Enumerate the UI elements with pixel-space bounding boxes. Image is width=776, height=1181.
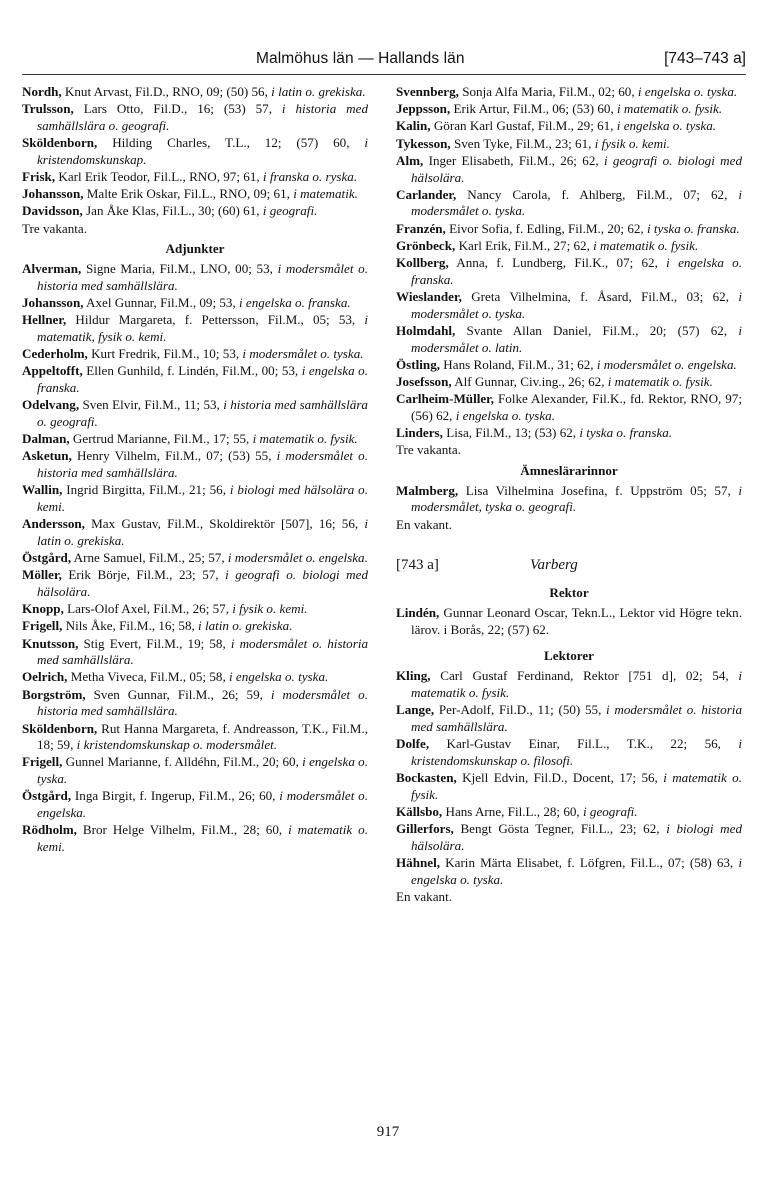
person-surname: Lindén, xyxy=(396,604,440,620)
vacancy-note: Tre vakanta. xyxy=(396,442,461,458)
person-details: Axel Gunnar, Fil.M., 09; 53, xyxy=(83,294,240,310)
person-subjects: i geografi o. biologi med hälsolära. xyxy=(411,152,743,185)
person-details: Gertrud Marianne, Fil.M., 17; 55, xyxy=(69,431,253,447)
person-details: Lars-Olof Axel, Fil.M., 26; 57, xyxy=(63,601,233,617)
person-entry xyxy=(22,618,368,635)
person-entry xyxy=(22,721,368,754)
header-rule xyxy=(22,74,746,75)
person-entry xyxy=(22,482,368,515)
person-surname: Odelvang, xyxy=(22,397,80,413)
person-details: Ellen Gunhild, f. Lindén, Fil.M., 00; 53, xyxy=(82,363,302,379)
person-subjects: i kristendomskunskap. xyxy=(37,135,368,167)
person-surname: Dalman, xyxy=(22,431,70,447)
person-surname: Franzén, xyxy=(396,220,446,236)
lektorer-list xyxy=(396,668,742,888)
person-details: Folke Alexander, Fil.K., fd. Rektor, RNO, 97; (56) 62, xyxy=(411,391,742,423)
person-subjects: i biologi med hälsolära. xyxy=(411,820,742,853)
person-surname: Knopp, xyxy=(22,601,64,617)
section-title-lektorer: Lektorer xyxy=(544,648,594,664)
person-entry xyxy=(22,397,368,430)
person-subjects: i historia med samhällslära o. geografi. xyxy=(37,101,368,133)
person-surname: Hellner, xyxy=(22,312,67,328)
person-details: Metha Viveca, Fil.M., 05; 58, xyxy=(67,669,229,685)
person-details: Karl-Gustav Einar, Fil.L., T.K., 22; 56, xyxy=(429,735,739,751)
person-entry xyxy=(22,601,368,618)
person-subjects: i modersmålet, tyska o. geografi. xyxy=(411,482,742,515)
person-subjects: i matematik. xyxy=(293,186,358,202)
person-entry xyxy=(22,101,368,134)
person-entry xyxy=(396,855,742,888)
person-surname: Sköldenborn, xyxy=(22,720,98,736)
section-title-rektor: Rektor xyxy=(549,585,589,601)
person-details: Henry Vilhelm, Fil.M., 07; (53) 55, xyxy=(71,448,277,464)
person-subjects: i matematik o. kemi. xyxy=(37,822,368,854)
person-surname: Gillerfors, xyxy=(396,820,454,836)
person-surname: Carlheim-Müller, xyxy=(396,391,495,407)
person-entry xyxy=(396,668,742,701)
person-entry xyxy=(396,770,742,803)
person-details: Erik Artur, Fil.M., 06; (53) 60, xyxy=(450,101,617,117)
left-entries-top xyxy=(22,84,368,220)
person-subjects: i modersmålet o. historia med samhällslära. xyxy=(37,686,369,719)
person-details: Göran Karl Gustaf, Fil.M., 29; 61, xyxy=(430,118,617,134)
person-subjects: i matematik o. fysik. xyxy=(411,668,742,700)
person-details: Inga Birgit, f. Ingerup, Fil.M., 26; 60, xyxy=(71,788,280,804)
section-title-adjunkter: Adjunkter xyxy=(165,241,225,257)
person-entry xyxy=(396,391,742,424)
person-entry xyxy=(396,357,742,374)
person-entry xyxy=(22,169,368,186)
person-subjects: i matematik o. fysik. xyxy=(411,769,742,802)
person-subjects: i modersmålet o. engelska. xyxy=(37,788,368,821)
person-details: Ingrid Birgitta, Fil.M., 21; 56, xyxy=(62,482,230,498)
person-surname: Frigell, xyxy=(22,618,63,634)
town-code: [743 a] xyxy=(396,557,439,574)
person-surname: Knutsson, xyxy=(22,635,79,651)
person-details: Bengt Gösta Tegner, Fil.L., 23; 62, xyxy=(453,820,667,836)
person-entry xyxy=(22,567,368,600)
person-surname: Dolfe, xyxy=(396,735,430,751)
person-surname: Holmdahl, xyxy=(396,322,456,338)
person-entry xyxy=(22,203,368,220)
person-surname: Johansson, xyxy=(22,294,84,310)
person-subjects: i modersmålet o. historia med samhällslära. xyxy=(37,448,368,480)
person-details: Sven Tyke, Fil.M., 23; 61, xyxy=(450,135,595,151)
person-surname: Carlander, xyxy=(396,186,457,202)
person-subjects: i modersmålet o. tyska. xyxy=(411,288,742,321)
person-details: Bror Helge Vilhelm, Fil.M., 28; 60, xyxy=(76,822,289,838)
person-details: Anna, f. Lundberg, Fil.K., 07; 62, xyxy=(448,255,667,271)
person-entry xyxy=(396,101,742,118)
person-entry xyxy=(22,550,368,567)
person-surname: Frigell, xyxy=(22,754,63,770)
person-entry xyxy=(22,636,368,669)
person-details: Gunnel Marianne, f. Alldéhn, Fil.M., 20; 60, xyxy=(62,754,303,770)
running-header-section: [743–743 a] xyxy=(664,50,746,67)
person-details: Stig Evert, Fil.M., 19; 58, xyxy=(78,635,231,651)
vacancy-note: Tre vakanta. xyxy=(22,220,87,236)
person-subjects: i matematik o. fysik. xyxy=(617,101,723,117)
person-subjects: i historia med samhällslära o. geografi. xyxy=(37,397,368,429)
person-subjects: i engelska o. tyska. xyxy=(37,754,368,787)
person-details: Inger Elisabeth, Fil.M., 26; 62, xyxy=(423,152,604,168)
section-title-amneslarare: Ämneslärarinnor xyxy=(520,462,618,478)
person-entry xyxy=(396,483,742,516)
person-subjects: i latin o. grekiska. xyxy=(198,618,293,634)
person-details: Sven Elvir, Fil.M., 11; 53, xyxy=(79,397,224,413)
person-subjects: i geografi. xyxy=(262,203,318,219)
page-number: 917 xyxy=(376,1124,400,1140)
person-entry xyxy=(22,261,368,294)
person-details: Jan Åke Klas, Fil.L., 30; (60) 61, xyxy=(82,203,263,219)
person-entry xyxy=(396,374,742,391)
person-subjects: i engelska o. tyska. xyxy=(229,669,329,685)
person-surname: Kling, xyxy=(396,668,431,684)
person-entry xyxy=(22,516,368,549)
person-surname: Josefsson, xyxy=(396,373,452,389)
person-subjects: i modersmålet o. historia med samhällslära. xyxy=(37,261,368,293)
person-subjects: i engelska o. tyska. xyxy=(411,854,742,887)
person-subjects: i latin o. grekiska. xyxy=(271,84,366,99)
person-subjects: i kristendomskunskap o. filosofi. xyxy=(411,735,742,768)
person-subjects: i engelska o. franska. xyxy=(239,294,351,310)
person-entry xyxy=(396,238,742,255)
vacancy-note: En vakant. xyxy=(396,888,452,904)
person-surname: Trulsson, xyxy=(22,101,74,117)
person-surname: Malmberg, xyxy=(396,482,459,498)
person-surname: Alverman, xyxy=(22,261,82,277)
right-entries-top xyxy=(396,84,742,442)
person-subjects: i biologi med hälsolära o. kemi. xyxy=(37,482,368,514)
person-subjects: i latin o. grekiska. xyxy=(37,516,368,548)
person-entry xyxy=(396,221,742,238)
person-surname: Rödholm, xyxy=(22,822,77,838)
person-surname: Johansson, xyxy=(22,186,84,202)
person-details: Malte Erik Oskar, Fil.L., RNO, 09; 61, xyxy=(83,186,294,202)
person-entry xyxy=(396,323,742,356)
person-subjects: i matematik o. fysik. xyxy=(593,237,699,253)
person-details: Svante Allan Daniel, Fil.M., 20; (57) 62, xyxy=(455,322,739,338)
person-entry xyxy=(22,687,368,720)
person-entry xyxy=(396,136,742,153)
person-entry xyxy=(22,363,368,396)
person-surname: Östgård, xyxy=(22,788,72,804)
person-subjects: i engelska o. tyska. xyxy=(616,118,717,134)
person-surname: Kalin, xyxy=(396,118,431,134)
person-surname: Asketun, xyxy=(22,448,72,464)
amneslarare-list xyxy=(396,483,742,516)
person-surname: Östling, xyxy=(396,356,441,372)
person-details: Signe Maria, Fil.M., LNO, 00; 53, xyxy=(81,261,278,277)
person-subjects: i geografi o. biologi med hälsolära. xyxy=(37,567,369,599)
person-surname: Möller, xyxy=(22,567,62,583)
person-surname: Wallin, xyxy=(22,482,63,498)
person-surname: Borgström, xyxy=(22,686,86,702)
vacancy-note: En vakant. xyxy=(396,516,452,532)
person-surname: Alm, xyxy=(396,152,424,168)
person-details: Arne Samuel, Fil.M., 25; 57, xyxy=(71,549,228,565)
right-column xyxy=(396,84,742,905)
person-surname: Svennberg, xyxy=(396,84,459,99)
town-heading xyxy=(396,555,742,581)
person-surname: Frisk, xyxy=(22,169,56,185)
person-details: Hans Roland, Fil.M., 31; 62, xyxy=(440,356,597,372)
person-surname: Källsbo, xyxy=(396,803,443,819)
person-surname: Tykesson, xyxy=(396,135,451,151)
person-surname: Appeltofft, xyxy=(22,363,83,379)
person-surname: Oelrich, xyxy=(22,669,68,685)
person-subjects: i fysik o. kemi. xyxy=(232,601,308,617)
person-entry xyxy=(22,346,368,363)
person-details: Max Gustav, Fil.M., Skoldirektör [507], 16; 56, xyxy=(84,516,365,532)
person-details: Hilding Charles, T.L., 12; (57) 60, xyxy=(97,135,365,151)
person-entry xyxy=(396,702,742,735)
person-subjects: i engelska o. franska. xyxy=(37,363,368,395)
person-subjects: i modersmålet o. historia med samhällslära. xyxy=(37,635,368,668)
person-entry xyxy=(396,187,742,220)
person-surname: Sköldenborn, xyxy=(22,135,98,151)
person-subjects: i franska o. ryska. xyxy=(262,169,358,185)
person-details: Hans Arne, Fil.L., 28; 60, xyxy=(442,803,583,819)
person-subjects: i matematik o. fysik. xyxy=(252,431,358,447)
person-entry xyxy=(22,84,368,101)
person-subjects: i modersmålet o. tyska. xyxy=(411,186,742,219)
person-surname: Bockasten, xyxy=(396,769,457,785)
person-details: Carl Gustaf Ferdinand, Rektor [751 d], 02; 54, xyxy=(430,668,739,684)
person-subjects: i modersmålet o. engelska. xyxy=(227,549,368,565)
person-entry xyxy=(396,84,742,101)
person-subjects: i modersmålet o. tyska. xyxy=(242,346,364,362)
person-entry xyxy=(22,669,368,686)
adjunkter-list xyxy=(22,261,368,856)
person-surname: Kollberg, xyxy=(396,255,449,271)
person-details: Karin Märta Elisabet, f. Löfgren, Fil.L., 07; (58) 63, xyxy=(440,854,739,870)
person-surname: Hähnel, xyxy=(396,854,441,870)
left-column xyxy=(22,84,368,856)
person-surname: Andersson, xyxy=(22,516,85,532)
person-subjects: i kristendomskunskap o. modersmålet. xyxy=(76,737,278,753)
person-surname: Nordh, xyxy=(22,84,62,99)
person-details: Sven Gunnar, Fil.M., 26; 59, xyxy=(85,686,271,702)
person-details: Per-Adolf, Fil.D., 11; (50) 55, xyxy=(434,702,607,717)
person-details: Knut Arvast, Fil.D., RNO, 09; (50) 56, xyxy=(61,84,272,99)
person-surname: Cederholm, xyxy=(22,346,88,362)
person-subjects: i matematik, fysik o. kemi. xyxy=(37,312,368,344)
person-entry xyxy=(22,448,368,481)
person-entry xyxy=(22,431,368,448)
person-subjects: i modersmålet o. latin. xyxy=(411,322,742,355)
person-surname: Östgård, xyxy=(22,549,72,565)
running-header-title: Malmöhus län — Hallands län xyxy=(256,50,465,67)
person-entry xyxy=(396,736,742,769)
person-details: Lisa, Fil.M., 13; (53) 62, xyxy=(442,425,580,441)
person-entry xyxy=(22,295,368,312)
person-details: Lars Otto, Fil.D., 16; (53) 57, xyxy=(73,101,282,117)
person-entry xyxy=(396,153,742,186)
person-entry xyxy=(396,425,742,442)
rektor-list xyxy=(396,605,742,638)
person-surname: Jeppsson, xyxy=(396,101,451,117)
person-subjects: i modersmålet o. historia med samhällslära. xyxy=(411,702,742,734)
person-details: Greta Vilhelmina, f. Åsard, Fil.M., 03; 62, xyxy=(461,288,739,304)
person-subjects: i engelska o. franska. xyxy=(411,255,742,287)
person-entry xyxy=(396,118,742,135)
person-entry xyxy=(22,135,368,168)
person-entry xyxy=(22,754,368,787)
person-details: Erik Börje, Fil.M., 23; 57, xyxy=(61,567,226,583)
person-subjects: i tyska o. franska. xyxy=(579,425,673,441)
person-subjects: i fysik o. kemi. xyxy=(594,135,670,151)
person-entry xyxy=(22,788,368,821)
person-subjects: i engelska o. tyska. xyxy=(455,407,555,423)
person-details: Eivor Sofia, f. Edling, Fil.M., 20; 62, xyxy=(445,220,647,236)
person-entry xyxy=(396,289,742,322)
person-details: Karl Erik Teodor, Fil.L., RNO, 97; 61, xyxy=(55,169,263,185)
person-subjects: i modersmålet o. engelska. xyxy=(596,356,737,372)
person-details: Kurt Fredrik, Fil.M., 10; 53, xyxy=(87,346,243,362)
person-surname: Wieslander, xyxy=(396,288,462,304)
person-entry xyxy=(22,312,368,345)
person-details: Sonja Alfa Maria, Fil.M., 02; 60, xyxy=(458,84,638,99)
person-details: Nils Åke, Fil.M., 16; 58, xyxy=(62,618,199,634)
person-details: Nancy Carola, f. Ahlberg, Fil.M., 07; 62, xyxy=(456,186,739,202)
person-subjects: i tyska o. franska. xyxy=(646,220,740,236)
person-entry xyxy=(396,804,742,821)
person-entry xyxy=(22,822,368,855)
person-details: Kjell Edvin, Fil.D., Docent, 17; 56, xyxy=(456,769,664,785)
person-surname: Lange, xyxy=(396,702,435,717)
person-details: Alf Gunnar, Civ.ing., 26; 62, xyxy=(451,373,608,389)
person-surname: Grönbeck, xyxy=(396,237,456,253)
person-surname: Davidsson, xyxy=(22,203,83,219)
person-entry xyxy=(396,605,742,638)
person-details: Lisa Vilhelmina Josefina, f. Uppström 05; 57, xyxy=(458,482,739,498)
person-subjects: i geografi. xyxy=(582,803,638,819)
person-subjects: i engelska o. tyska. xyxy=(637,84,738,99)
person-details: Karl Erik, Fil.M., 27; 62, xyxy=(455,237,594,253)
person-entry xyxy=(396,821,742,854)
person-subjects: i matematik o. fysik. xyxy=(607,373,713,389)
person-surname: Linders, xyxy=(396,425,443,441)
person-details: Hildur Margareta, f. Pettersson, Fil.M., 05; 53, xyxy=(66,312,365,328)
person-entry xyxy=(22,186,368,203)
town-name: Varberg xyxy=(530,557,578,574)
person-details: Rut Hanna Margareta, f. Andreasson, T.K., Fil.M., 18; 59, xyxy=(37,720,368,753)
person-entry xyxy=(396,255,742,288)
person-details: Gunnar Leonard Oscar, Tekn.L., Lektor vid Högre tekn. lärov. i Borås, 22; (57) 62. xyxy=(411,604,742,637)
